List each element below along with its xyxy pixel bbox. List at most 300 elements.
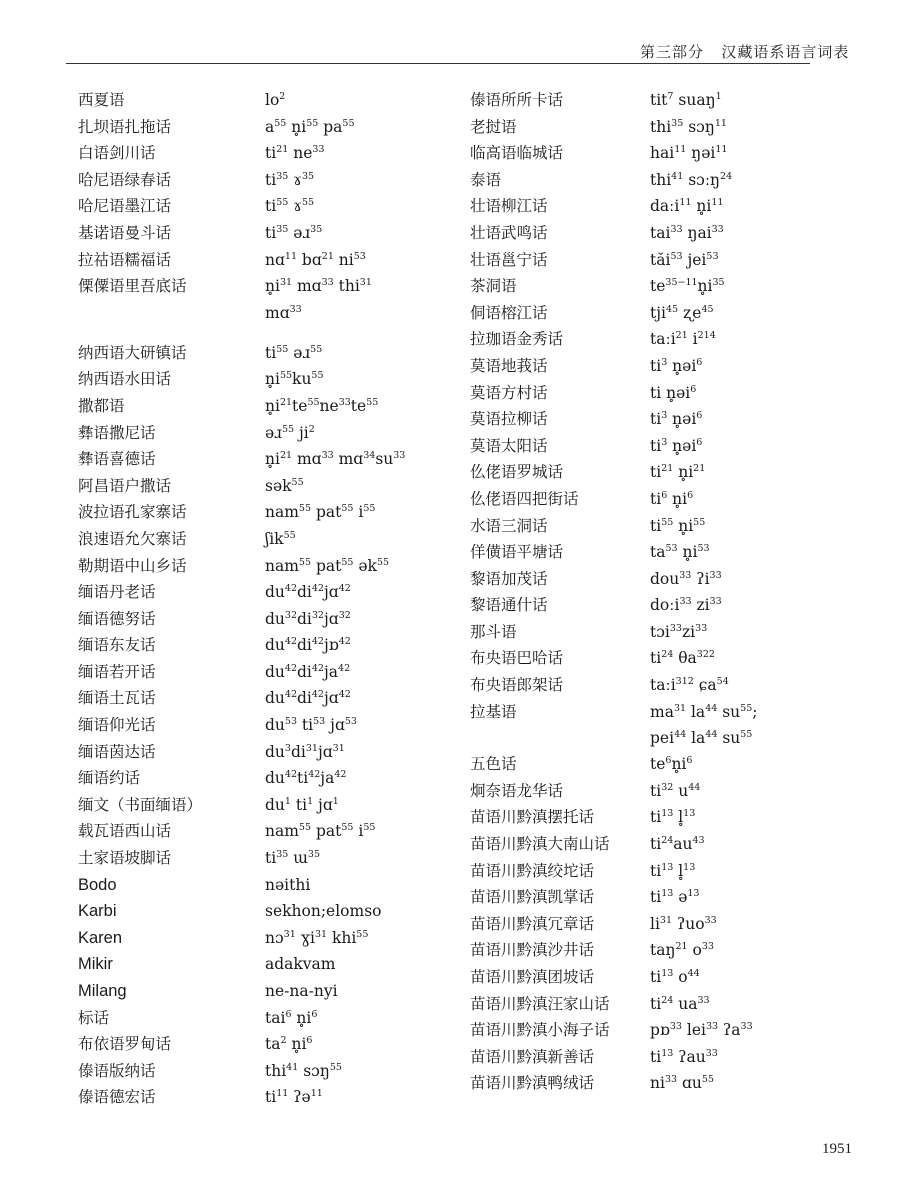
tone-number: 21 — [675, 330, 688, 342]
tone-number: 55 — [301, 197, 315, 209]
ipa-form: $ti^{55}$ ɤ$^{55}$ — [265, 197, 315, 216]
ipa-form: əɹ$^{55}$ $ji^2$ — [265, 423, 315, 442]
tone-number: 214 — [697, 330, 716, 342]
tone-number: 24 — [720, 170, 733, 182]
language-name: 壮语武鸣话 — [470, 223, 548, 242]
tone-number: 42 — [311, 662, 324, 674]
language-name: 苗语川黔滇团坡话 — [470, 968, 595, 986]
ipa-form: $ti^3$ n̥əi$^6$ — [650, 436, 703, 455]
tone-number: 1 — [284, 795, 291, 807]
tone-number: 33 — [679, 596, 692, 608]
tone-number: 55 — [298, 556, 312, 568]
tone-number: 31 — [673, 702, 687, 714]
tone-number: 1 — [332, 795, 339, 807]
tone-number: 2 — [308, 423, 315, 435]
tone-number: 13 — [687, 888, 700, 900]
language-name: 傣语德宏话 — [78, 1088, 156, 1107]
tone-number: 42 — [338, 662, 351, 674]
tone-number: 6 — [696, 410, 703, 422]
tone-number: 11 — [674, 144, 687, 156]
language-name: 白语剑川话 — [78, 144, 156, 163]
tone-number: 6 — [311, 1008, 318, 1020]
ipa-form: $ti^{24}$ $ua^{33}$ — [650, 994, 710, 1013]
tone-number: 32 — [284, 609, 297, 621]
ipa-form: tăi$^{53}$ jei$^{53}$ — [650, 250, 719, 269]
language-name: 拉珈语金秀话 — [470, 330, 564, 349]
tone-number: 55 — [291, 476, 304, 488]
tone-number: 35 — [276, 170, 289, 182]
tone-number: 55 — [366, 396, 379, 408]
ipa-form: nəithi — [265, 875, 311, 894]
tone-number: 55 — [693, 516, 706, 528]
language-name: 西夏语 — [78, 91, 125, 109]
ipa-form: tai$^6$ $n̥i^6$ — [265, 1008, 318, 1027]
tone-number: 6 — [306, 1035, 313, 1047]
language-name: 浪速语允欠寨话 — [78, 529, 187, 548]
tone-number: 35 — [301, 170, 315, 182]
language-name: 布央语郎架话 — [470, 676, 564, 695]
language-name: 苗语川黔滇大南山话 — [470, 835, 610, 854]
language-name: Mikir — [78, 955, 113, 974]
tone-number: 55 — [356, 928, 369, 940]
ipa-form: thi$^{35}$ sɔŋ$^{11}$ — [650, 117, 727, 136]
language-name: 拉基语 — [470, 702, 517, 721]
ipa-form: $du^{42}di^{42}jɑ^{42}$ — [265, 689, 351, 708]
tone-number: 45 — [666, 303, 679, 315]
ipa-form: $ti^{35}$ ɯ$^{35}$ — [265, 849, 320, 868]
language-name: 佯僙语平塘话 — [470, 543, 564, 562]
tone-number: 21 — [276, 144, 289, 156]
ipa-form: doːi$^{33}$ $zi^{33}$ — [650, 596, 722, 615]
tone-number: 33 — [697, 994, 710, 1006]
tone-number: 6 — [686, 755, 693, 767]
tone-number: 44 — [674, 729, 687, 741]
tone-number: 42 — [338, 689, 351, 701]
language-name: 缅语若开话 — [78, 662, 156, 681]
ipa-form: sekhon;elomso — [265, 902, 382, 921]
tone-number: 13 — [661, 1047, 674, 1059]
running-header — [640, 41, 849, 62]
language-name: 缅语德努话 — [78, 609, 156, 628]
tone-number: 1 — [715, 91, 722, 102]
tone-number: 33 — [740, 1021, 753, 1033]
tone-number: 31 — [279, 277, 293, 289]
tone-number: 55 — [311, 370, 324, 382]
tone-number: 55 — [283, 529, 296, 541]
tone-number: 55 — [281, 423, 295, 435]
tone-number: 35 — [276, 849, 289, 861]
tone-number: 6 — [696, 356, 703, 368]
tone-number: 21 — [675, 941, 688, 953]
language-name: 缅语东友话 — [78, 636, 156, 655]
language-name: Karbi — [78, 902, 117, 921]
tone-number: 33 — [711, 223, 724, 235]
language-name: 苗语川黔滇鸭绒话 — [470, 1074, 595, 1093]
tone-number: 11 — [310, 1088, 323, 1100]
tone-number: 13 — [661, 888, 674, 900]
ipa-form: $ti^{24}$ $\theta a^{322}$ — [650, 649, 715, 668]
tone-number: 24 — [661, 835, 674, 847]
tone-number: 55 — [274, 117, 287, 129]
language-name: 临高语临城话 — [470, 144, 564, 163]
language-name: 炯奈语龙华话 — [470, 781, 564, 800]
tone-number: 21 — [321, 250, 334, 262]
tone-number: 55 — [329, 1061, 342, 1073]
ipa-form: tji$^{45}$ ʐe$^{45}$ — [650, 303, 714, 322]
ipa-form: $ti^{11}$ ʔə$^{11}$ — [265, 1088, 323, 1107]
ipa-form: taŋ$^{21}$ $o^{33}$ — [650, 941, 714, 960]
header-part: 第三部分 — [640, 43, 705, 61]
ipa-form: mɑ$^{33}$ — [265, 303, 302, 322]
tone-number: 33 — [289, 303, 302, 315]
tone-number: 24 — [661, 649, 674, 661]
language-name: 傈僳语里吾底话 — [78, 277, 187, 296]
ipa-form: $ti^{13}$ l̥$^{13}$ — [650, 808, 696, 827]
tone-number: 33 — [709, 596, 722, 608]
tone-number: 55 — [701, 1074, 714, 1086]
tone-number: 41 — [671, 170, 684, 182]
tone-number: 33 — [679, 569, 692, 581]
tone-number: 33 — [705, 1021, 719, 1033]
language-name: 载瓦语西山话 — [78, 822, 172, 841]
tone-number: 42 — [311, 583, 324, 595]
tone-number: 54 — [716, 676, 729, 688]
tone-number: 53 — [665, 543, 678, 555]
language-name: 泰语 — [470, 170, 502, 189]
tone-number: 53 — [706, 250, 719, 262]
tone-number: 42 — [311, 689, 324, 701]
tone-number: 33 — [338, 396, 351, 408]
tone-number: 42 — [308, 769, 321, 781]
language-name: 老挝语 — [470, 117, 517, 136]
tone-number: 35 — [276, 223, 289, 235]
ipa-form: nam$^{55}$ pat$^{55}$ $i^{55}$ — [265, 822, 376, 841]
ipa-form: thi$^{41}$ sɔŋ$^{55}$ — [265, 1061, 342, 1080]
tone-number: 31 — [305, 742, 318, 754]
language-name: 莫语地莪话 — [470, 356, 548, 375]
tone-number: 11 — [714, 117, 727, 129]
language-name: 仫佬语四把街话 — [470, 489, 579, 508]
ipa-form: $n̥i^{21}te^{55}ne^{33}te^{55}$ — [265, 396, 379, 415]
ipa-form: $ti^{21}$ $n̥i^{21}$ — [650, 463, 706, 482]
tone-number: 33 — [670, 223, 683, 235]
tone-number: 1 — [307, 795, 314, 807]
tone-number: 33 — [709, 569, 722, 581]
ipa-form: $ti^{32}$ $u^{44}$ — [650, 781, 701, 800]
tone-number: 31 — [659, 914, 673, 926]
page-number: 1951 — [822, 1141, 852, 1157]
ipa-form: $lo^2$ — [265, 91, 286, 109]
tone-number: 55 — [310, 343, 323, 355]
tone-number: 33 — [705, 1047, 718, 1059]
tone-number: 55 — [276, 197, 289, 209]
language-name: 傣语所所卡话 — [470, 91, 564, 109]
language-name: 侗语榕江话 — [470, 303, 548, 322]
ipa-form: $n̥i^{21}$ mɑ$^{33}$ $mɑ^{34}su^{33}$ — [265, 450, 406, 469]
language-name: Milang — [78, 982, 127, 1000]
tone-number: 21 — [661, 463, 674, 475]
ipa-form: $ti^{55}$ $n̥i^{55}$ — [650, 516, 706, 535]
language-name: 那斗语 — [470, 622, 517, 641]
language-name: 莫语太阳话 — [470, 436, 548, 455]
ipa-form: $te^{35-11}n̥i^{35}$ — [650, 277, 725, 296]
language-name: 缅语仰光话 — [78, 716, 156, 735]
tone-number: 31 — [283, 928, 296, 940]
ipa-form: $ti^3$ n̥əi$^6$ — [650, 356, 703, 375]
ipa-form: $te^6n̥i^6$ — [650, 755, 693, 774]
tone-number: 3 — [661, 356, 668, 368]
tone-number: 13 — [683, 861, 696, 873]
ipa-form: $ti^{35}$ əɹ$^{35}$ — [265, 223, 323, 242]
tone-number: 53 — [670, 250, 683, 262]
ipa-form: $ti^{35}$ ɤ$^{35}$ — [265, 170, 315, 189]
tone-number: 55 — [661, 516, 674, 528]
ipa-form: $ma^{31}$ $la^{44}$ $su^{55}$; — [650, 702, 758, 721]
tone-number: 33 — [669, 1021, 682, 1033]
tone-number: 11 — [715, 144, 728, 156]
language-name: 缅语约话 — [78, 769, 141, 788]
tone-number: 55 — [298, 822, 312, 834]
tone-number: 45 — [701, 303, 714, 315]
language-name: 五色话 — [470, 755, 517, 774]
ipa-form: nɑ$^{11}$ bɑ$^{21}$ $ni^{53}$ — [265, 250, 366, 269]
tone-number: 35−11 — [665, 277, 698, 289]
language-name: 标话 — [78, 1008, 110, 1027]
tone-number: 33 — [701, 941, 714, 953]
tone-number: 13 — [661, 861, 674, 873]
language-name: 缅语茵达话 — [78, 742, 156, 761]
language-name: 壮语柳江话 — [470, 197, 548, 216]
ipa-form: tai$^{33}$ ŋai$^{33}$ — [650, 223, 724, 242]
tone-number: 55 — [307, 396, 320, 408]
ipa-form: $tɔi^{33}zi^{33}$ — [650, 622, 708, 641]
language-name: 苗语川黔滇小海子话 — [470, 1021, 610, 1040]
ipa-form: taːi$^{312}$ ɕa$^{54}$ — [650, 676, 729, 695]
language-name: 黎语通什话 — [470, 596, 548, 615]
ipa-form: taːi$^{21}$ $i^{214}$ — [650, 330, 716, 349]
ipa-form: ti n̥əi$^6$ — [650, 383, 697, 402]
tone-number: 55 — [341, 822, 354, 834]
tone-number: 55 — [341, 556, 354, 568]
ipa-form: dou$^{33}$ ʔi$^{33}$ — [650, 569, 722, 588]
tone-number: 7 — [667, 91, 674, 102]
language-name: 拉祜语糯福话 — [78, 250, 172, 269]
language-name: 莫语拉柳话 — [470, 410, 548, 429]
ipa-form: $du^{42}ti^{42}ja^{42}$ — [265, 769, 347, 788]
ipa-form: $ti^6$ $n̥i^6$ — [650, 489, 694, 508]
tone-number: 42 — [334, 769, 347, 781]
tone-number: 42 — [284, 689, 297, 701]
tone-number: 6 — [690, 383, 697, 395]
ipa-form: pɒ$^{33}$ lei$^{33}$ ʔa$^{33}$ — [650, 1021, 753, 1040]
language-name: 撒都语 — [78, 396, 125, 415]
tone-number: 53 — [353, 250, 366, 262]
language-name: 哈尼语墨江话 — [78, 197, 172, 216]
language-name: 缅语丹老话 — [78, 583, 156, 602]
tone-number: 322 — [696, 649, 715, 661]
language-name: 彝语喜德话 — [78, 450, 156, 469]
language-name: 苗语川黔滇新善话 — [470, 1047, 595, 1066]
tone-number: 33 — [704, 914, 717, 926]
language-name: 基诺语曼斗话 — [78, 223, 172, 242]
ipa-form: $du^{32}di^{32}jɑ^{32}$ — [265, 609, 351, 628]
ipa-form: $du^{42}di^{42}jɑ^{42}$ — [265, 583, 351, 602]
language-name: Bodo — [78, 875, 117, 894]
tone-number: 3 — [661, 436, 668, 448]
tone-number: 42 — [311, 636, 324, 648]
ipa-form: nam$^{55}$ pat$^{55}$ $i^{55}$ — [265, 503, 376, 522]
tone-number: 35 — [671, 117, 684, 129]
language-name: 布依语罗甸话 — [78, 1035, 172, 1054]
ipa-form: $a^{55}$ $n̥i^{55}$ $pa^{55}$ — [265, 117, 355, 136]
ipa-form: $du^{42}di^{42}jɒ^{42}$ — [265, 636, 351, 655]
tone-number: 32 — [661, 781, 674, 793]
language-name: 缅文（书面缅语） — [78, 795, 203, 814]
tone-number: 31 — [332, 742, 345, 754]
tone-number: 53 — [313, 716, 326, 728]
tone-number: 42 — [284, 769, 297, 781]
language-name: Karen — [78, 928, 123, 947]
tone-number: 13 — [683, 808, 696, 820]
tone-number: 11 — [679, 197, 692, 209]
tone-number: 53 — [344, 716, 357, 728]
tone-number: 35 — [310, 223, 323, 235]
ipa-form: $ti^{13}$ ʔau$^{33}$ — [650, 1047, 718, 1066]
tone-number: 55 — [376, 556, 390, 568]
ipa-form: thi$^{41}$ sɔːŋ$^{24}$ — [650, 170, 733, 189]
tone-number: 33 — [695, 622, 708, 634]
tone-number: 53 — [697, 543, 710, 555]
ipa-form: daːi$^{11}$ $n̥i^{11}$ — [650, 197, 724, 216]
language-name: 布央语巴哈话 — [470, 649, 564, 668]
tone-number: 42 — [284, 583, 297, 595]
tone-number: 42 — [284, 636, 297, 648]
tone-number: 31 — [314, 928, 328, 940]
language-name: 苗语川黔滇沙井话 — [470, 941, 595, 960]
language-name: 茶洞语 — [470, 277, 517, 296]
tone-number: 32 — [338, 609, 351, 621]
tone-number: 11 — [276, 1088, 289, 1100]
tone-number: 55 — [276, 343, 289, 355]
tone-number: 35 — [712, 277, 725, 289]
language-name: 波拉语孔家寨话 — [78, 503, 187, 522]
tone-number: 32 — [311, 609, 324, 621]
ipa-form: adakvam — [265, 955, 336, 974]
ipa-form: tit$^7$ suaŋ$^1$ — [650, 91, 722, 109]
tone-number: 34 — [363, 450, 376, 462]
tone-number: 6 — [285, 1008, 292, 1020]
ipa-form: $du^1$ $ti^1$ jɑ$^1$ — [265, 795, 339, 814]
language-name: 莫语方村话 — [470, 383, 548, 402]
tone-number: 55 — [363, 822, 376, 834]
language-name: 土家语坡脚话 — [78, 849, 172, 868]
language-name: 仫佬语罗城话 — [470, 463, 564, 482]
ipa-form: ʃik$^{55}$ — [265, 529, 296, 548]
ipa-form: $li^{31}$ ʔuo$^{33}$ — [650, 914, 717, 933]
tone-number: 2 — [279, 91, 286, 102]
tone-number: 55 — [740, 729, 753, 741]
tone-number: 42 — [338, 583, 351, 595]
ipa-form: $ti^{13}$ l̥$^{13}$ — [650, 861, 696, 880]
tone-number: 55 — [298, 503, 312, 515]
language-name: 壮语邕宁话 — [470, 250, 548, 269]
ipa-form: $ni^{33}$ ɑu$^{55}$ — [650, 1074, 714, 1093]
language-name: 苗语川黔滇绞坨话 — [470, 861, 595, 880]
tone-number: 21 — [279, 396, 293, 408]
ipa-form: $n̥i^{55}ku^{55}$ — [265, 370, 324, 389]
tone-number: 6 — [687, 489, 694, 501]
ipa-form: $ta^2$ $n̥i^6$ — [265, 1035, 313, 1054]
ipa-form: sək$^{55}$ — [265, 476, 304, 495]
tone-number: 2 — [280, 1035, 287, 1047]
tone-number: 31 — [359, 277, 372, 289]
tone-number: 6 — [696, 436, 703, 448]
ipa-form: nam$^{55}$ pat$^{55}$ ək$^{55}$ — [265, 556, 390, 575]
ipa-form: ne-na-nyi — [265, 982, 338, 1000]
header-section: 汉藏语系语言词表 — [721, 43, 850, 61]
tone-number: 13 — [661, 968, 674, 979]
ipa-form: $ti^3$ n̥əi$^6$ — [650, 410, 703, 429]
language-name: 苗语川黔滇冗章话 — [470, 914, 595, 933]
ipa-form: $ti^{21}$ $ne^{33}$ — [265, 144, 325, 163]
ipa-form: nɔ$^{31}$ ɣi$^{31}$ khi$^{55}$ — [265, 928, 369, 947]
ipa-form: $du^{42}di^{42}ja^{42}$ — [265, 662, 351, 681]
language-name: 阿昌语户撒话 — [78, 476, 172, 495]
tone-number: 11 — [284, 250, 297, 262]
tone-number: 55 — [740, 702, 753, 714]
tone-number: 42 — [284, 662, 297, 674]
tone-number: 55 — [341, 503, 354, 515]
header-rule — [66, 63, 810, 64]
tone-number: 55 — [279, 370, 293, 382]
ipa-form: $du^{53}$ $ti^{53}$ jɑ$^{53}$ — [265, 716, 357, 735]
tone-number: 35 — [307, 849, 320, 861]
tone-number: 13 — [661, 808, 674, 820]
tone-number: 44 — [687, 968, 700, 979]
tone-number: 3 — [661, 410, 668, 422]
tone-number: 33 — [393, 450, 406, 462]
tone-number: 33 — [321, 277, 334, 289]
tone-number: 44 — [705, 729, 718, 741]
tone-number: 6 — [661, 489, 668, 501]
tone-number: 33 — [669, 622, 682, 634]
language-name: 扎坝语扎拖话 — [78, 117, 172, 136]
language-name: 黎语加茂话 — [470, 569, 548, 588]
tone-number: 33 — [312, 144, 325, 156]
tone-number: 11 — [711, 197, 724, 209]
tone-number: 55 — [363, 503, 376, 515]
tone-number: 55 — [306, 117, 319, 129]
tone-number: 33 — [321, 450, 334, 462]
ipa-form: $ti^{13}$ $o^{44}$ — [650, 968, 700, 986]
tone-number: 43 — [692, 835, 705, 847]
ipa-form: $n̥i^{31}$ mɑ$^{33}$ thi$^{31}$ — [265, 277, 372, 296]
ipa-form: $du^3di^{31}jɑ^{31}$ — [265, 742, 345, 761]
tone-number: 21 — [279, 450, 293, 462]
language-name: 哈尼语绿春话 — [78, 170, 172, 189]
ipa-form: $ti^{13}$ ə$^{13}$ — [650, 888, 700, 907]
language-name: 缅语土瓦话 — [78, 689, 156, 708]
language-name: 彝语撒尼话 — [78, 423, 156, 442]
language-name: 傣语版纳话 — [78, 1061, 156, 1080]
tone-number: 312 — [675, 676, 694, 688]
tone-number: 53 — [284, 716, 297, 728]
tone-number: 3 — [284, 742, 291, 754]
tone-number: 42 — [338, 636, 351, 648]
ipa-form: $ti^{55}$ əɹ$^{55}$ — [265, 343, 323, 362]
tone-number: 33 — [664, 1074, 678, 1086]
ipa-form: $ti^{24}au^{43}$ — [650, 835, 705, 854]
